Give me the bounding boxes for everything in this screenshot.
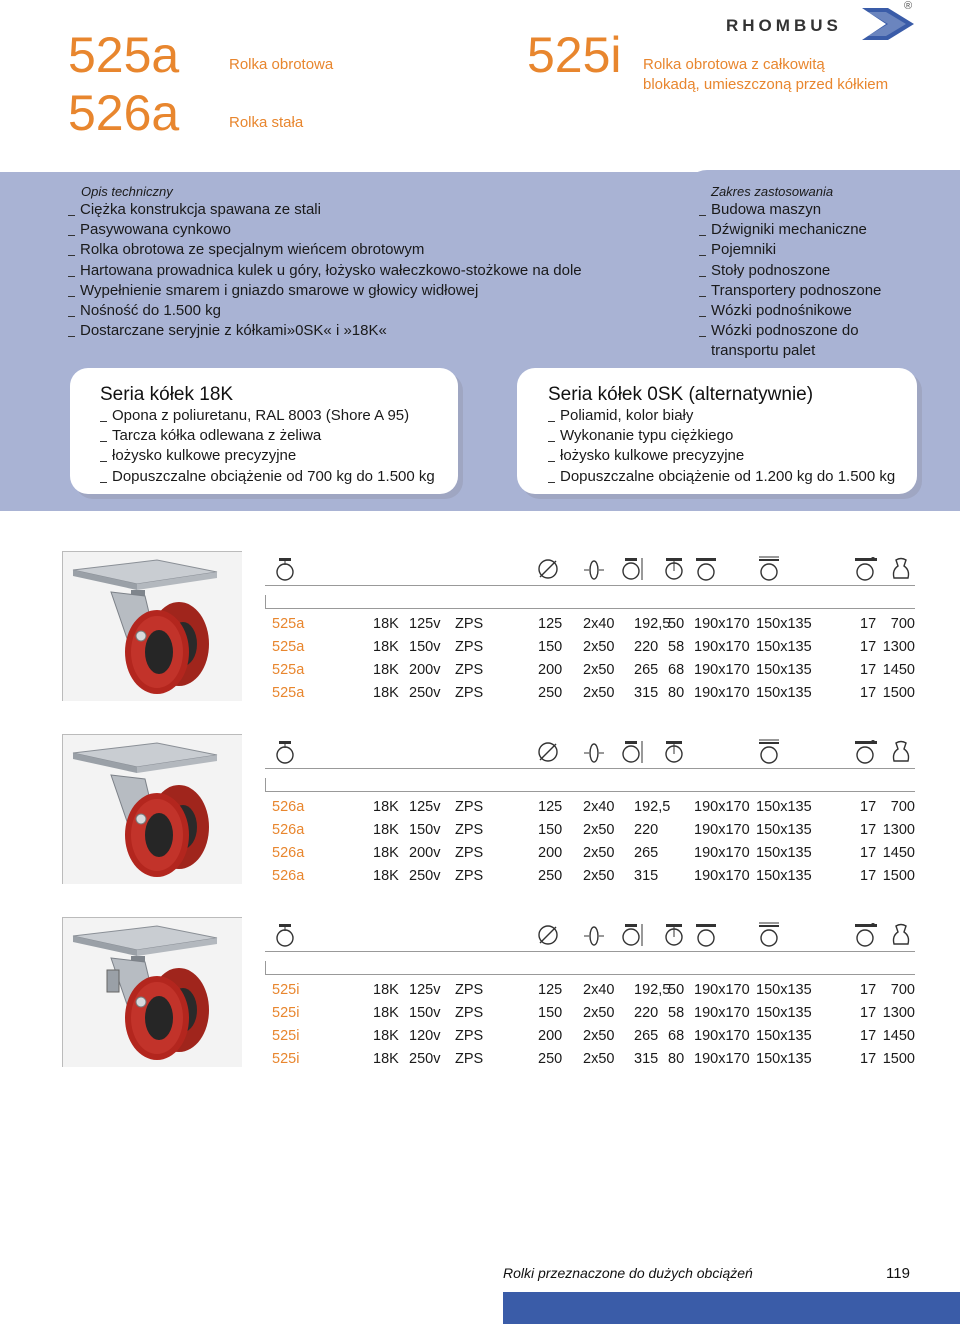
table-cell: 2x50 [583, 845, 615, 861]
table-cell: 68 [668, 1028, 685, 1044]
table-row [0, 660, 960, 680]
bolt-hole-icon [853, 739, 879, 765]
swivel-caster-icon [272, 556, 298, 582]
offset-icon [661, 739, 687, 765]
table-cell: 50 [668, 982, 685, 998]
table-cell: 18K [373, 639, 399, 655]
table-cell: 17 [860, 685, 877, 701]
table-cell: 250 [538, 1051, 563, 1067]
usage-title: Zakres zastosowania [711, 184, 834, 199]
table-cell: 2x40 [583, 799, 615, 815]
list-item: Transportery podnoszone [699, 281, 881, 301]
table-divider [265, 595, 266, 609]
table-cell: 200v [409, 662, 441, 678]
table-cell: 525i [272, 982, 300, 998]
table-cell: 18K [373, 822, 399, 838]
table-cell: 190x170 [694, 799, 750, 815]
list-item: Hartowana prowadnica kulek u góry, łożysko wałeczkowo-stożkowe na dole [68, 261, 582, 281]
table-row [0, 843, 960, 863]
table-cell: 18K [373, 662, 399, 678]
table-cell: 192,5 [634, 982, 671, 998]
table-cell: 220 [634, 1005, 659, 1021]
list-item: Dopuszczalne obciążenie od 1.200 kg do 1.500 kg [548, 467, 895, 487]
table-cell: 2x50 [583, 639, 615, 655]
offset-icon [661, 922, 687, 948]
table-cell: 18K [373, 616, 399, 632]
table-cell: 125 [538, 616, 563, 632]
table-row [0, 980, 960, 1000]
table-cell: 2x50 [583, 1005, 615, 1021]
table-cell: 2x50 [583, 1051, 615, 1067]
registered-mark: ® [904, 0, 913, 12]
table-cell: 58 [668, 639, 685, 655]
table-cell: 220 [634, 822, 659, 838]
series-0sk-panel [517, 368, 917, 494]
table-cell: 150x135 [756, 982, 812, 998]
wheel-diameter-icon [535, 739, 561, 765]
list-item: Ciężka konstrukcja spawana ze stali [68, 200, 582, 220]
table-cell: 315 [634, 868, 659, 884]
table-cell: 700 [890, 799, 915, 815]
height-icon [619, 556, 645, 582]
series-0sk-title: Seria kółek 0SK (alternatywnie) [548, 384, 814, 405]
table-cell: 525i [272, 1028, 300, 1044]
table-cell: 150v [409, 1005, 441, 1021]
table-header-rule [265, 768, 915, 769]
table-row [0, 820, 960, 840]
table-cell: ZPS [455, 822, 484, 838]
table-cell: 190x170 [694, 662, 750, 678]
table-cell: 150x135 [756, 616, 812, 632]
list-item: Rolka obrotowa ze specjalnym wieńcem obrotowym [68, 240, 582, 260]
table-cell: 18K [373, 685, 399, 701]
table-cell: 17 [860, 845, 877, 861]
table-row [0, 1026, 960, 1046]
table-cell: 250v [409, 685, 441, 701]
table-cell: 190x170 [694, 1051, 750, 1067]
tech-title: Opis techniczny [81, 184, 173, 199]
list-item: Wózki podnośnikowe [699, 301, 881, 321]
table-cell: 120v [409, 1028, 441, 1044]
bolt-hole-icon [853, 556, 879, 582]
table-cell: 150x135 [756, 845, 812, 861]
table-cell: 17 [860, 868, 877, 884]
table-cell: 1300 [882, 639, 915, 655]
list-item: Dopuszczalne obciążenie od 700 kg do 1.500 kg [100, 467, 435, 487]
table-cell: 2x50 [583, 822, 615, 838]
table-cell: 200 [538, 662, 563, 678]
table-cell: 150x135 [756, 799, 812, 815]
usage-list [699, 200, 881, 341]
table-cell: 526a [272, 799, 305, 815]
table-cell: 125v [409, 616, 441, 632]
table-row [0, 866, 960, 886]
bolt-spacing-icon [756, 739, 782, 765]
table-cell: 150x135 [756, 662, 812, 678]
table-cell: 150x135 [756, 1005, 812, 1021]
table-cell: 18K [373, 868, 399, 884]
table-cell: 250v [409, 1051, 441, 1067]
bolt-spacing-icon [756, 556, 782, 582]
table-cell: 17 [860, 616, 877, 632]
table-cell: 2x40 [583, 616, 615, 632]
table-cell: 190x170 [694, 1028, 750, 1044]
product-desc-525a: Rolka obrotowa [229, 56, 334, 73]
usage-item-continuation: transportu palet [711, 342, 816, 359]
series-18k-panel [70, 368, 458, 494]
table-cell: 17 [860, 822, 877, 838]
table-header-rule [265, 974, 915, 975]
table-cell: 17 [860, 1005, 877, 1021]
table-cell: 58 [668, 1005, 685, 1021]
brand-name: RHOMBUS [726, 16, 842, 35]
table-cell: 250 [538, 685, 563, 701]
table-cell: 250 [538, 868, 563, 884]
table-cell: 526a [272, 822, 305, 838]
table-cell: ZPS [455, 982, 484, 998]
table-cell: 190x170 [694, 639, 750, 655]
table-row [0, 683, 960, 703]
table-cell: 1500 [882, 868, 915, 884]
table-cell: 1450 [882, 1028, 915, 1044]
table-cell: 18K [373, 1028, 399, 1044]
series-18k-list [100, 406, 435, 487]
list-item: Nośność do 1.500 kg [68, 301, 582, 321]
table-cell: 265 [634, 845, 659, 861]
table-cell: 525a [272, 639, 305, 655]
wheel-diameter-icon [535, 922, 561, 948]
table-cell: 250v [409, 868, 441, 884]
table-cell: 17 [860, 982, 877, 998]
table-header-rule [265, 585, 915, 586]
table-cell: 525i [272, 1005, 300, 1021]
product-desc-526a: Rolka stała [229, 114, 304, 131]
bolt-hole-icon [853, 922, 879, 948]
table-cell: 150x135 [756, 639, 812, 655]
table-cell: 190x170 [694, 822, 750, 838]
load-capacity-icon [888, 556, 914, 582]
table-cell: ZPS [455, 1051, 484, 1067]
table-cell: 190x170 [694, 685, 750, 701]
list-item: Opona z poliuretanu, RAL 8003 (Shore A 95) [100, 406, 435, 426]
table-cell: 18K [373, 799, 399, 815]
table-cell: 525a [272, 616, 305, 632]
list-item: Budowa maszyn [699, 200, 881, 220]
table-cell: 526a [272, 845, 305, 861]
page-number: 119 [886, 1265, 910, 1282]
table-cell: 315 [634, 685, 659, 701]
table-cell: 150x135 [756, 1051, 812, 1067]
wheel-width-icon [581, 922, 607, 948]
plate-size-icon [693, 556, 719, 582]
table-cell: 190x170 [694, 982, 750, 998]
wheel-width-icon [581, 739, 607, 765]
list-item: Dostarczane seryjnie z kółkami»0SK« i »18K« [68, 321, 582, 341]
list-item: Stoły podnoszone [699, 261, 881, 281]
offset-icon [661, 556, 687, 582]
product-code-525i: 525i [527, 27, 622, 83]
table-cell: 150v [409, 822, 441, 838]
table-cell: ZPS [455, 799, 484, 815]
table-cell: ZPS [455, 845, 484, 861]
table-row [0, 1049, 960, 1069]
table-cell: 2x50 [583, 868, 615, 884]
swivel-caster-icon [272, 739, 298, 765]
table-cell: 125 [538, 982, 563, 998]
table-cell: 150x135 [756, 868, 812, 884]
table-header-rule [265, 791, 915, 792]
table-cell: 1300 [882, 1005, 915, 1021]
list-item: łożysko kulkowe precyzyjne [100, 446, 435, 466]
height-icon [619, 922, 645, 948]
list-item: Pasywowana cynkowo [68, 220, 582, 240]
table-cell: 17 [860, 1028, 877, 1044]
table-cell: 2x50 [583, 685, 615, 701]
table-cell: 220 [634, 639, 659, 655]
table-cell: 192,5 [634, 616, 671, 632]
list-item: Dźwigniki mechaniczne [699, 220, 881, 240]
tech-list [68, 200, 582, 341]
table-cell: 190x170 [694, 616, 750, 632]
table-cell: 2x50 [583, 662, 615, 678]
footer-bar [503, 1292, 960, 1324]
table-cell: 80 [668, 685, 685, 701]
list-item: Wózki podnoszone do [699, 321, 881, 341]
list-item: Tarcza kółka odlewana z żeliwa [100, 426, 435, 446]
table-cell: 125v [409, 982, 441, 998]
table-row [0, 637, 960, 657]
table-cell: 17 [860, 662, 877, 678]
table-cell: 150 [538, 822, 563, 838]
table-cell: 2x40 [583, 982, 615, 998]
series-0sk-list [548, 406, 895, 487]
table-divider [265, 778, 266, 792]
table-cell: 17 [860, 639, 877, 655]
table-cell: 526a [272, 868, 305, 884]
wheel-width-icon [581, 556, 607, 582]
list-item: Wykonanie typu ciężkiego [548, 426, 895, 446]
height-icon [619, 739, 645, 765]
product-code-526a: 526a [68, 85, 180, 141]
table-cell: 125v [409, 799, 441, 815]
table-cell: 1300 [882, 822, 915, 838]
table-cell: 200 [538, 1028, 563, 1044]
table-cell: 18K [373, 1051, 399, 1067]
list-item: łożysko kulkowe precyzyjne [548, 446, 895, 466]
table-header-rule [265, 951, 915, 952]
table-cell: 18K [373, 1005, 399, 1021]
list-item: Poliamid, kolor biały [548, 406, 895, 426]
table-cell: 1450 [882, 662, 915, 678]
table-cell: 150x135 [756, 1028, 812, 1044]
table-cell: 525i [272, 1051, 300, 1067]
table-cell: 125 [538, 799, 563, 815]
table-cell: 200 [538, 845, 563, 861]
table-cell: 2x50 [583, 1028, 615, 1044]
table-cell: 18K [373, 845, 399, 861]
product-desc-525i-line2: blokadą, umieszczoną przed kółkiem [643, 76, 889, 93]
table-cell: 68 [668, 662, 685, 678]
table-cell: ZPS [455, 639, 484, 655]
table-row [0, 614, 960, 634]
table-cell: 190x170 [694, 1005, 750, 1021]
table-cell: 1500 [882, 685, 915, 701]
list-item: Pojemniki [699, 240, 881, 260]
table-cell: 150 [538, 1005, 563, 1021]
product-code-525a: 525a [68, 27, 180, 83]
table-cell: 525a [272, 662, 305, 678]
table-cell: 17 [860, 799, 877, 815]
swivel-caster-icon [272, 922, 298, 948]
table-cell: 190x170 [694, 868, 750, 884]
table-cell: ZPS [455, 1005, 484, 1021]
table-cell: 700 [890, 982, 915, 998]
table-cell: 525a [272, 685, 305, 701]
list-item: Wypełnienie smarem i gniazdo smarowe w głowicy widłowej [68, 281, 582, 301]
table-divider [265, 961, 266, 975]
table-cell: 700 [890, 616, 915, 632]
table-cell: 1450 [882, 845, 915, 861]
footer-caption: Rolki przeznaczone do dużych obciążeń [503, 1265, 753, 1281]
table-cell: 200v [409, 845, 441, 861]
table-cell: 192,5 [634, 799, 671, 815]
load-capacity-icon [888, 739, 914, 765]
table-cell: ZPS [455, 662, 484, 678]
table-cell: 1500 [882, 1051, 915, 1067]
table-cell: 18K [373, 982, 399, 998]
series-18k-title: Seria kółek 18K [100, 384, 234, 405]
table-cell: ZPS [455, 616, 484, 632]
bolt-spacing-icon [756, 922, 782, 948]
table-row [0, 1003, 960, 1023]
table-cell: 17 [860, 1051, 877, 1067]
table-cell: 265 [634, 662, 659, 678]
table-cell: 315 [634, 1051, 659, 1067]
table-cell: 150v [409, 639, 441, 655]
product-desc-525i-line1: Rolka obrotowa z całkowitą [643, 56, 825, 73]
table-cell: 190x170 [694, 845, 750, 861]
load-capacity-icon [888, 922, 914, 948]
table-row [0, 797, 960, 817]
table-cell: 265 [634, 1028, 659, 1044]
table-cell: 80 [668, 1051, 685, 1067]
wheel-diameter-icon [535, 556, 561, 582]
table-cell: 150x135 [756, 685, 812, 701]
table-cell: 150x135 [756, 822, 812, 838]
plate-size-icon [693, 922, 719, 948]
table-header-rule [265, 608, 915, 609]
table-cell: ZPS [455, 868, 484, 884]
table-cell: ZPS [455, 1028, 484, 1044]
table-cell: 50 [668, 616, 685, 632]
table-cell: ZPS [455, 685, 484, 701]
table-cell: 150 [538, 639, 563, 655]
